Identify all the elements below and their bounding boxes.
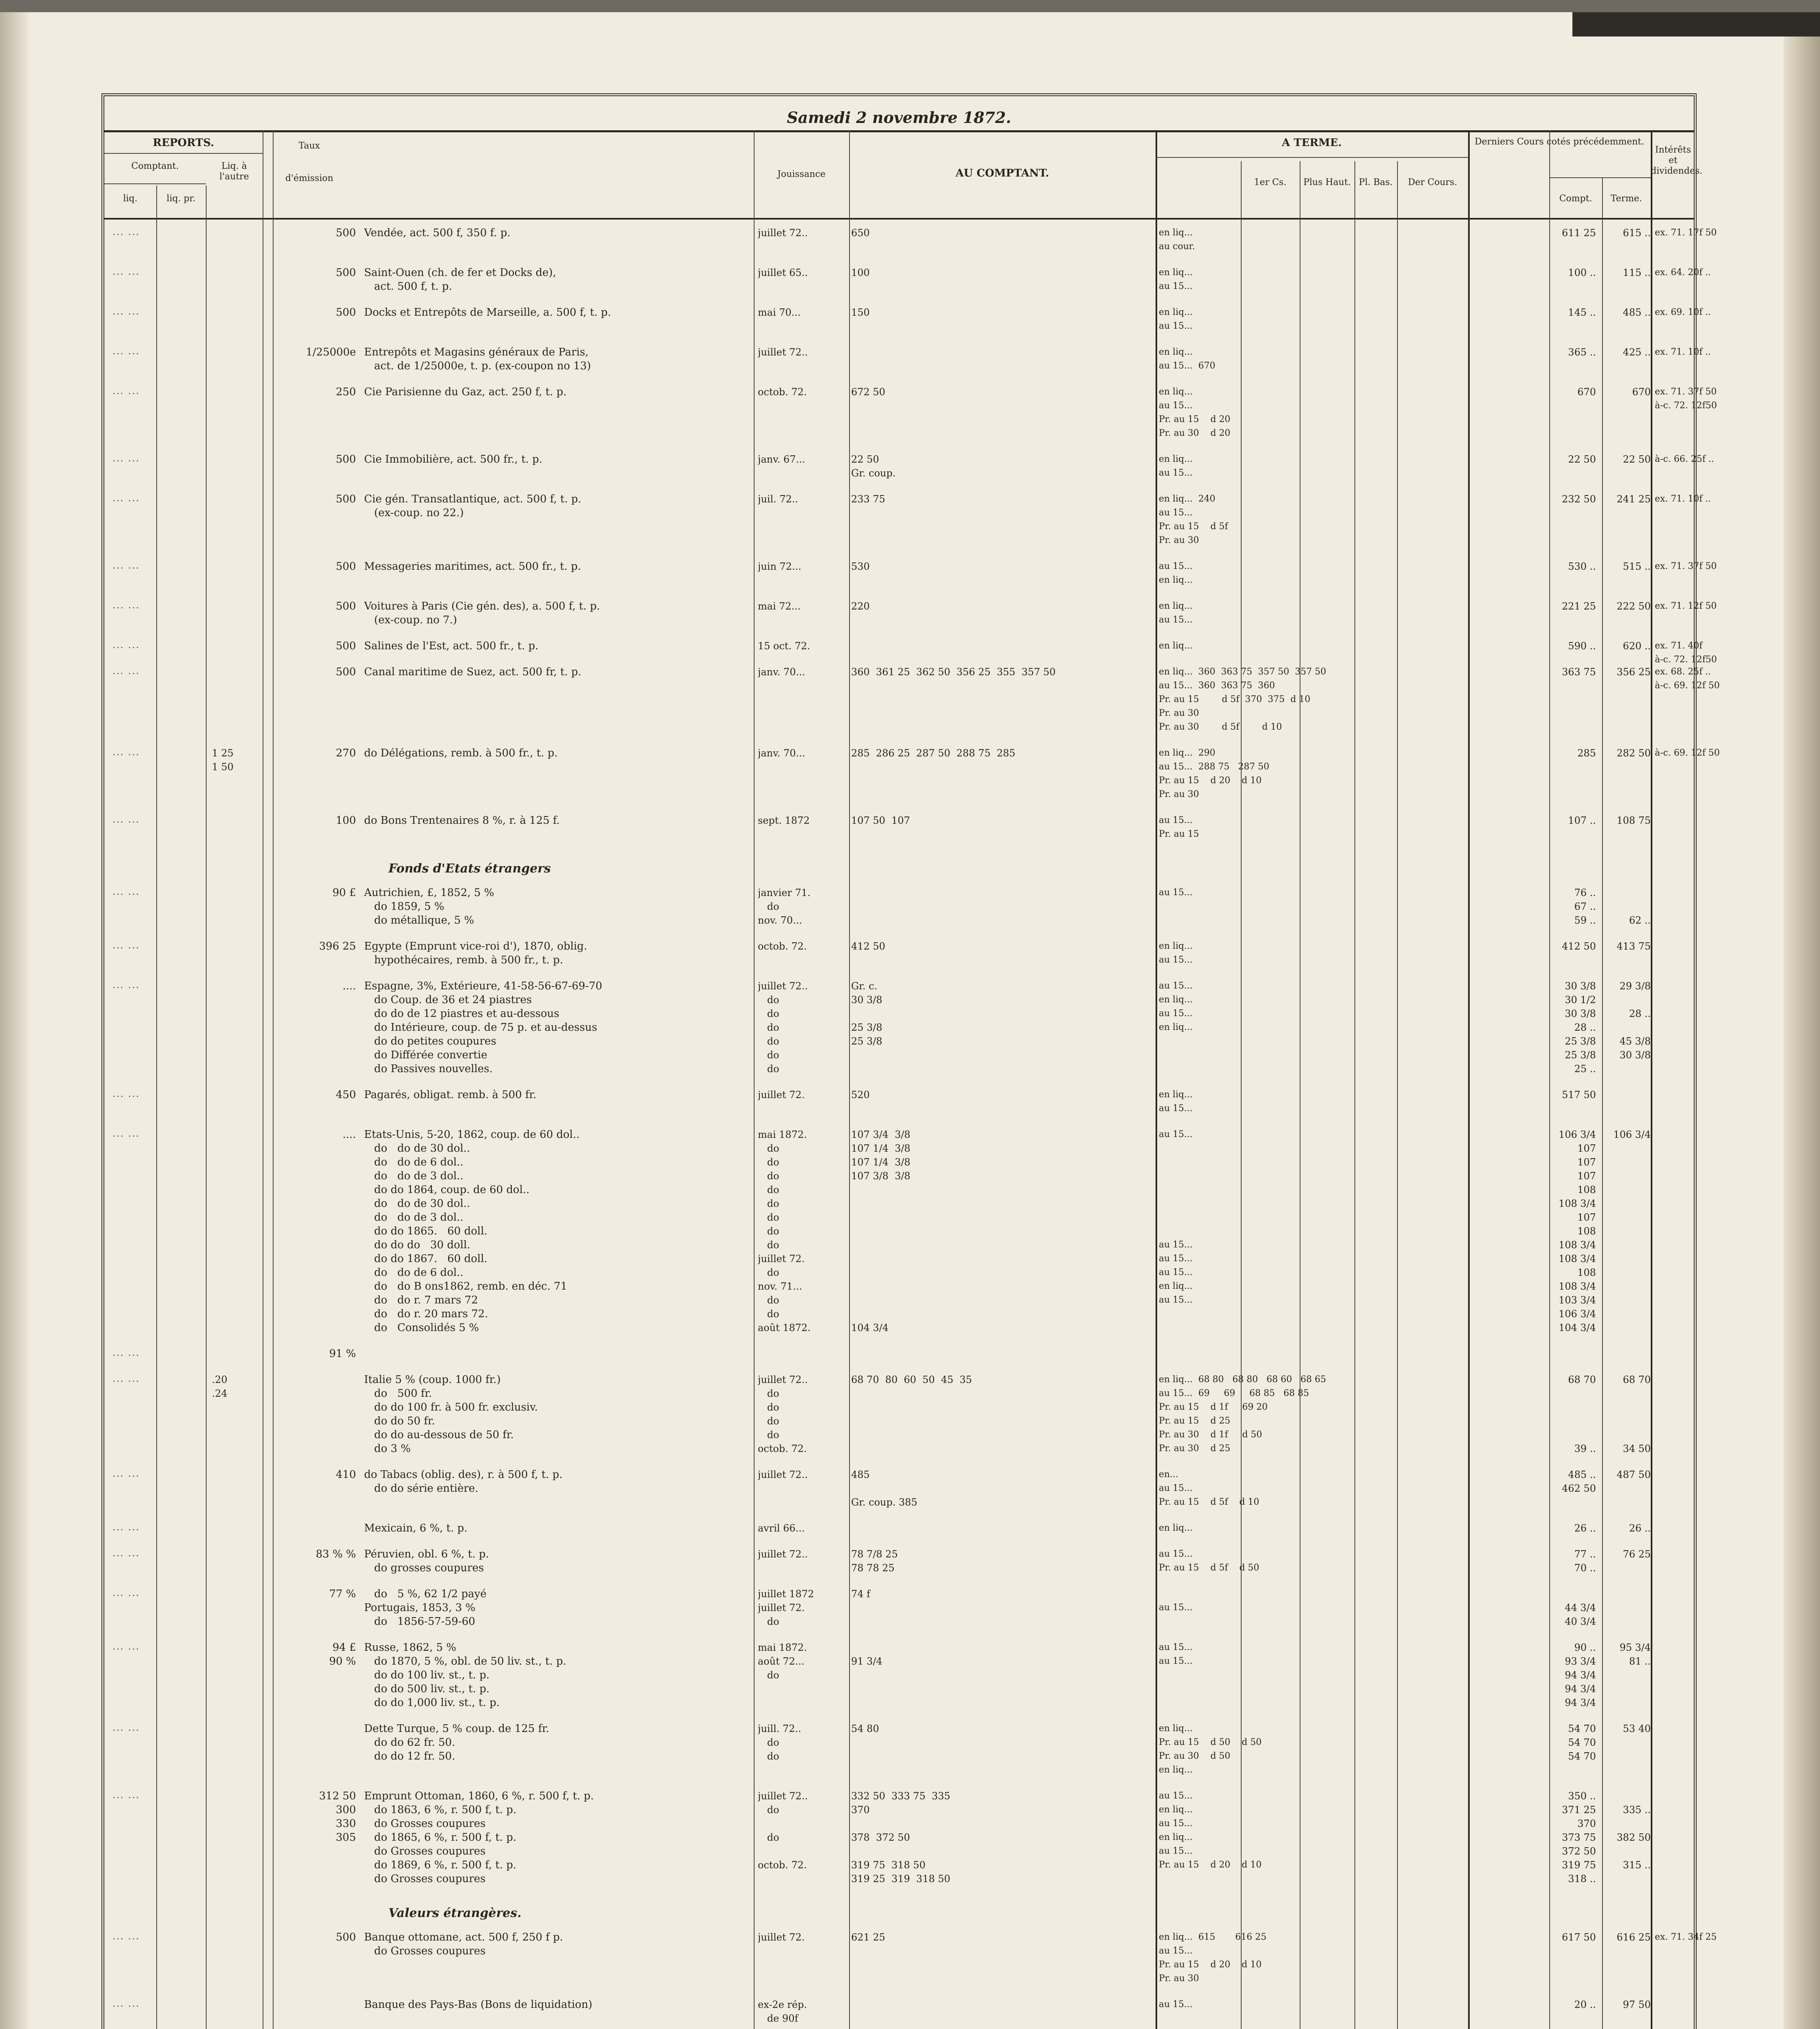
cell-dernier-terme: 115 .. bbox=[1623, 267, 1651, 278]
cell-dernier-terme: 282 50 bbox=[1617, 747, 1651, 759]
cell-a-terme: en liq... au 15... bbox=[1159, 1090, 1193, 1114]
header-bottom-rule bbox=[104, 218, 1694, 220]
cell-security-name: Canal maritime de Suez, act. 500 fr, t. p. bbox=[364, 666, 582, 678]
cell-taux: .... bbox=[342, 980, 356, 992]
cell-dernier-compt: 221 25 bbox=[1562, 601, 1596, 612]
cell-dernier-terme: 616 25 bbox=[1617, 1932, 1651, 1943]
cell-report-autre: .20 .24 bbox=[212, 1374, 228, 1399]
cell-au-comptant: 100 bbox=[851, 267, 870, 278]
cell-a-terme: au 15... en liq... au 15... en liq... au 15... Pr. au 15 d 20 d 10 bbox=[1159, 1791, 1262, 1870]
cell-interets: ex. 69. 10f .. bbox=[1655, 307, 1711, 317]
cell-interets: à-c. 69. 12f 50 bbox=[1655, 748, 1720, 758]
cell-dernier-terme: 241 25 bbox=[1617, 493, 1651, 505]
report-placeholder: ... ... bbox=[112, 599, 140, 611]
report-placeholder: ... ... bbox=[112, 1468, 140, 1479]
cell-jouissance: mai 72... bbox=[758, 601, 801, 612]
report-placeholder: ... ... bbox=[112, 1789, 140, 1801]
page-binding bbox=[0, 12, 28, 2029]
cell-dernier-compt: 530 .. bbox=[1568, 561, 1596, 572]
cell-interets: ex. 71. 12f 50 bbox=[1655, 601, 1717, 611]
cell-au-comptant: 107 3/4 3/8 107 1/4 3/8 107 1/4 3/8 107 3/8 3/8 104 3/4 bbox=[851, 1129, 910, 1333]
cell-taux: .... bbox=[342, 1129, 356, 1141]
col-rule bbox=[206, 185, 207, 2029]
cell-a-terme: au 15... Pr. au 15 bbox=[1159, 815, 1199, 839]
cell-security-name: Russe, 1862, 5 % do 1870, 5 %, obl. de 50 liv. st., t. p. do do 100 liv. st., t. p. do do 500 liv. st., t. p. do do 1,000 liv. st., t. p. bbox=[364, 1641, 567, 1709]
cell-au-comptant: 650 bbox=[851, 227, 870, 239]
cell-taux: 410 bbox=[336, 1469, 356, 1481]
cell-jouissance: juill. 72.. do do bbox=[758, 1723, 801, 1762]
cell-taux: 83 % % bbox=[315, 1548, 356, 1560]
header-rule bbox=[1156, 157, 1468, 158]
cell-dernier-terme: 95 3/4 81 .. bbox=[1619, 1642, 1651, 1667]
cell-interets: ex. 71. 40f à-c. 72. 12f50 bbox=[1655, 641, 1717, 665]
report-placeholder: ... ... bbox=[112, 939, 140, 951]
report-placeholder: ... ... bbox=[112, 886, 140, 897]
cell-dernier-compt: 670 bbox=[1577, 386, 1596, 398]
cell-au-comptant: 520 bbox=[851, 1089, 870, 1101]
cell-a-terme: au 15... au 15... au 15... au 15... en liq... au 15... bbox=[1159, 1129, 1193, 1305]
cell-taux: 500 bbox=[336, 493, 356, 505]
cell-jouissance: ex-2e rép. de 90f bbox=[758, 1999, 807, 2024]
cell-jouissance: juillet 72.. bbox=[758, 1469, 808, 1480]
cell-a-terme: en liq... au cour. bbox=[1159, 228, 1195, 252]
cell-a-terme: en liq... 615 616 25 au 15... Pr. au 15 d 20 d 10 Pr. au 30 bbox=[1159, 1932, 1267, 1984]
cell-a-terme: au 15... bbox=[1159, 1999, 1193, 2010]
header-dernier-cours: Der Cours. bbox=[1408, 177, 1458, 187]
report-placeholder: ... ... bbox=[112, 226, 140, 237]
cell-jouissance: mai 1872. août 72... do bbox=[758, 1642, 807, 1681]
report-placeholder: ... ... bbox=[112, 345, 140, 357]
cell-interets: ex. 71. 37f 50 bbox=[1655, 561, 1717, 571]
section-title: Fonds d'Etats étrangers bbox=[388, 862, 551, 876]
cell-interets: ex. 71. 17f 50 bbox=[1655, 228, 1717, 238]
cell-security-name: Banque des Pays-Bas (Bons de liquidation) bbox=[364, 1999, 593, 2011]
cell-dernier-compt: 20 .. bbox=[1574, 1999, 1596, 2010]
report-placeholder: ... ... bbox=[112, 1547, 140, 1559]
cell-taux: 90 £ bbox=[332, 887, 356, 899]
cell-interets: ex. 71. 37f 50 à-c. 72. 12f50 bbox=[1655, 387, 1717, 411]
cell-a-terme: en liq... bbox=[1159, 1523, 1193, 1533]
cell-report-autre: 1 25 1 50 bbox=[212, 747, 234, 773]
cell-au-comptant: 54 80 bbox=[851, 1723, 879, 1734]
cell-dernier-compt: 30 3/8 30 1/2 30 3/8 28 .. 25 3/8 25 3/8 25 .. bbox=[1565, 980, 1596, 1075]
cell-security-name: Messageries maritimes, act. 500 fr., t. p. bbox=[364, 560, 581, 573]
report-placeholder: ... ... bbox=[112, 746, 140, 758]
header-terme: Terme. bbox=[1611, 194, 1642, 204]
cell-dernier-terme: 97 50 bbox=[1623, 1999, 1651, 2010]
cell-dernier-compt: 145 .. bbox=[1568, 307, 1596, 318]
cell-au-comptant: Gr. c. 30 3/8 25 3/8 25 3/8 bbox=[851, 980, 882, 1047]
report-placeholder: ... ... bbox=[112, 1722, 140, 1733]
background-corner bbox=[1572, 12, 1820, 37]
header-rule bbox=[104, 183, 206, 184]
cell-interets: ex. 71. 34f 25 bbox=[1655, 1932, 1717, 1942]
cell-dernier-compt: 365 .. bbox=[1568, 347, 1596, 358]
cell-dernier-terme: 222 50 bbox=[1617, 601, 1651, 612]
cell-taux: 500 bbox=[336, 560, 356, 573]
col-rule bbox=[156, 185, 157, 2029]
cell-dernier-compt: 517 50 bbox=[1562, 1089, 1596, 1101]
cell-dernier-compt: 590 .. bbox=[1568, 640, 1596, 652]
cell-security-name: Péruvien, obl. 6 %, t. p. do grosses coupures bbox=[364, 1548, 489, 1574]
cell-security-name: Salines de l'Est, act. 500 fr., t. p. bbox=[364, 640, 539, 652]
cell-dernier-terme: 22 50 bbox=[1623, 454, 1651, 465]
cell-security-name: Cie gén. Transatlantique, act. 500 f, t. p. (ex-coup. no 22.) bbox=[364, 493, 582, 519]
cell-dernier-terme: 425 .. bbox=[1623, 347, 1651, 358]
cell-jouissance: juil. 72.. bbox=[758, 493, 798, 505]
cell-jouissance: janvier 71. do nov. 70... bbox=[758, 887, 811, 926]
cell-dernier-compt: 106 3/4 107 107 107 108 108 3/4 107 108 108 3/4 108 3/4 108 108 3/4 103 3/4 106 3/4 104 3/4 bbox=[1558, 1129, 1596, 1333]
cell-au-comptant: 621 25 bbox=[851, 1932, 885, 1943]
cell-jouissance: juillet 72. bbox=[758, 1932, 805, 1943]
col-rule bbox=[273, 130, 274, 2029]
cell-taux: 1/25000e bbox=[306, 346, 356, 358]
cell-dernier-compt: 485 .. 462 50 bbox=[1562, 1469, 1596, 1494]
cell-taux: 270 bbox=[336, 747, 356, 759]
cell-jouissance: octob. 72. bbox=[758, 386, 807, 398]
cell-jouissance: juin 72... bbox=[758, 561, 802, 572]
header-interets: Intérêts et dividendes. bbox=[1651, 145, 1703, 176]
header-comptant: Comptant. bbox=[131, 161, 179, 171]
report-placeholder: ... ... bbox=[112, 639, 140, 650]
cell-dernier-terme: 620 .. bbox=[1623, 640, 1651, 652]
cell-dernier-terme: 615 .. bbox=[1623, 227, 1651, 239]
cell-jouissance: janv. 67... bbox=[758, 454, 805, 465]
col-rule bbox=[849, 130, 850, 2029]
cell-a-terme: en liq... au 15... bbox=[1159, 941, 1193, 965]
cell-interets: ex. 68. 25f .. à-c. 69. 12f 50 bbox=[1655, 667, 1720, 691]
col-rule bbox=[1156, 130, 1157, 2029]
cell-security-name: Banque ottomane, act. 500 f, 250 f p. do Grosses coupures bbox=[364, 1931, 563, 1957]
cell-security-name: Docks et Entrepôts de Marseille, a. 500 f, t. p. bbox=[364, 306, 611, 319]
cell-dernier-terme: 515 .. bbox=[1623, 561, 1651, 572]
cell-dernier-compt: 611 25 bbox=[1562, 227, 1596, 239]
cell-dernier-compt: 285 bbox=[1577, 747, 1596, 759]
cell-security-name: Emprunt Ottoman, 1860, 6 %, r. 500 f, t. p. do 1863, 6 %, r. 500 f, t. p. do Grosses coupures do 1865, 6 %, r. 500 f, t. p. do Grosses coupures do 1869, 6 %, r. 500 f, t. p. do Grosses coupures bbox=[364, 1790, 594, 1885]
cell-jouissance: juillet 72.. bbox=[758, 1549, 808, 1560]
cell-dernier-terme: 485 .. bbox=[1623, 307, 1651, 318]
cell-jouissance: avril 66... bbox=[758, 1523, 805, 1534]
report-placeholder: ... ... bbox=[112, 452, 140, 464]
cell-dernier-compt: 76 .. 67 .. 59 .. bbox=[1574, 887, 1596, 926]
cell-dernier-compt: 77 .. 70 .. bbox=[1574, 1549, 1596, 1574]
header-plus-bas: Pl. Bas. bbox=[1359, 177, 1393, 187]
cell-security-name: Egypte (Emprunt vice-roi d'), 1870, oblig. hypothécaires, remb. à 500 fr., t. p. bbox=[364, 940, 587, 966]
report-placeholder: ... ... bbox=[112, 266, 140, 277]
header-emission: d'émission bbox=[285, 173, 334, 183]
cell-a-terme: au 15... en liq... au 15... en liq... bbox=[1159, 981, 1193, 1032]
report-placeholder: ... ... bbox=[112, 560, 140, 571]
cell-a-terme: en liq... au 15... bbox=[1159, 454, 1193, 478]
cell-security-name: do Bons Trentenaires 8 %, r. à 125 f. bbox=[364, 814, 560, 827]
cell-a-terme: au 15... Pr. au 15 d 5f d 50 bbox=[1159, 1549, 1259, 1573]
header-liq: liq. bbox=[123, 194, 138, 204]
report-placeholder: ... ... bbox=[112, 1088, 140, 1099]
header-liq-autre: Liq. à l'autre bbox=[219, 161, 249, 182]
cell-dernier-terme: 68 70 34 50 bbox=[1623, 1374, 1651, 1454]
report-placeholder: ... ... bbox=[112, 1347, 140, 1358]
page-title: Samedi 2 novembre 1872. bbox=[787, 108, 1011, 127]
cell-jouissance: 15 oct. 72. bbox=[758, 640, 811, 652]
header-derniers-cours: Derniers Cours cotés précédemment. bbox=[1475, 137, 1644, 147]
cell-au-comptant: 672 50 bbox=[851, 386, 885, 398]
cell-security-name: do Délégations, remb. à 500 fr., t. p. bbox=[364, 747, 558, 759]
header-liq-pr: liq. pr. bbox=[166, 194, 196, 204]
cell-taux: 500 bbox=[336, 666, 356, 678]
cell-taux: 500 bbox=[336, 1931, 356, 1943]
cell-au-comptant: 78 7/8 25 78 78 25 bbox=[851, 1549, 898, 1574]
header-au-comptant: AU COMPTANT. bbox=[955, 167, 1049, 179]
cell-security-name: Italie 5 % (coup. 1000 fr.) do 500 fr. do do 100 fr. à 500 fr. exclusiv. do do 50 fr. do do au-dessous de 50 fr. do 3 % bbox=[364, 1374, 538, 1455]
cell-jouissance: sept. 1872 bbox=[758, 815, 810, 826]
report-placeholder: ... ... bbox=[112, 1930, 140, 1942]
cell-dernier-compt: 412 50 bbox=[1562, 941, 1596, 952]
cell-a-terme: en liq... 290 au 15... 288 75 287 50 Pr. au 15 d 20 d 10 Pr. au 30 bbox=[1159, 748, 1270, 799]
header-plus-haut: Plus Haut. bbox=[1303, 177, 1351, 187]
cell-dernier-terme: 413 75 bbox=[1617, 941, 1651, 952]
cell-dernier-compt: 617 50 bbox=[1562, 1932, 1596, 1943]
cell-dernier-compt: 68 70 39 .. bbox=[1568, 1374, 1596, 1454]
cell-dernier-compt: 44 3/4 40 3/4 bbox=[1565, 1602, 1596, 1627]
cell-dernier-terme: 108 75 bbox=[1617, 815, 1651, 826]
cell-a-terme: au 15... bbox=[1159, 1603, 1193, 1613]
cell-taux: 396 25 bbox=[319, 940, 356, 952]
cell-dernier-compt: 107 .. bbox=[1568, 815, 1596, 826]
cell-au-comptant: 360 361 25 362 50 356 25 355 357 50 bbox=[851, 666, 1056, 678]
cell-a-terme: en liq... 240 au 15... Pr. au 15 d 5f Pr. au 30 bbox=[1159, 494, 1228, 545]
cell-au-comptant: 150 bbox=[851, 307, 870, 318]
cell-dernier-terme: 62 .. bbox=[1629, 915, 1651, 926]
cell-jouissance: mai 70... bbox=[758, 307, 801, 318]
cell-dernier-compt: 350 .. 371 25 370 373 75 372 50 319 75 318 .. bbox=[1562, 1790, 1596, 1885]
cell-au-comptant: 530 bbox=[851, 561, 870, 572]
col-rule bbox=[754, 130, 755, 2029]
cell-dernier-compt: 22 50 bbox=[1568, 454, 1596, 465]
cell-jouissance: janv. 70... bbox=[758, 666, 805, 678]
report-placeholder: ... ... bbox=[112, 1641, 140, 1652]
page-right-edge bbox=[1783, 12, 1820, 2029]
report-placeholder: ... ... bbox=[112, 665, 140, 676]
cell-dernier-compt: 90 .. 93 3/4 94 3/4 94 3/4 94 3/4 bbox=[1565, 1642, 1596, 1708]
cell-a-terme: en liq... au 15... 670 bbox=[1159, 347, 1216, 371]
cell-security-name: Cie Immobilière, act. 500 fr., t. p. bbox=[364, 453, 543, 465]
header-premier-cours: 1er Cs. bbox=[1254, 177, 1287, 187]
report-placeholder: ... ... bbox=[112, 1373, 140, 1384]
cell-dernier-terme: 487 50 bbox=[1617, 1469, 1651, 1480]
cell-interets: ex. 71. 10f .. bbox=[1655, 494, 1711, 504]
cell-interets: ex. 64. 20f .. bbox=[1655, 267, 1711, 278]
cell-jouissance: juillet 72.. do do octob. 72. bbox=[758, 1790, 808, 1871]
cell-dernier-terme: 670 bbox=[1632, 386, 1651, 398]
report-placeholder: ... ... bbox=[112, 306, 140, 317]
cell-interets: ex. 71. 10f .. bbox=[1655, 347, 1711, 357]
cell-au-comptant: 412 50 bbox=[851, 941, 885, 952]
cell-security-name: Vendée, act. 500 f, 350 f. p. bbox=[364, 227, 511, 239]
header-reports: REPORTS. bbox=[153, 137, 214, 149]
cell-dernier-terme: 26 .. bbox=[1629, 1523, 1651, 1534]
cell-a-terme: en liq... bbox=[1159, 641, 1193, 651]
cell-security-name: Espagne, 3%, Extérieure, 41-58-56-67-69-70 do Coup. de 36 et 24 piastres do do de 12 piastres et au-dessous do Intérieure, coup. de 75 p. et au-dessus do do petites coupures do Différée convertie do Passives nouvelles. bbox=[364, 980, 602, 1075]
report-placeholder: ... ... bbox=[112, 979, 140, 991]
newspaper-page bbox=[0, 12, 1820, 2029]
cell-taux: 77 % bbox=[329, 1588, 356, 1600]
cell-a-terme: en liq... au 15... bbox=[1159, 267, 1193, 291]
cell-a-terme: en liq... Pr. au 15 d 50 d 50 Pr. au 30 d 50 en liq... bbox=[1159, 1723, 1262, 1775]
cell-au-comptant: 74 f bbox=[851, 1588, 871, 1600]
cell-a-terme: en liq... au 15... bbox=[1159, 307, 1193, 331]
cell-dernier-compt: 26 .. bbox=[1574, 1523, 1596, 1534]
cell-jouissance: juillet 72.. do do do do do do bbox=[758, 980, 808, 1075]
cell-dernier-compt: 100 .. bbox=[1568, 267, 1596, 278]
cell-au-comptant: 107 50 107 bbox=[851, 815, 910, 826]
header-top-rule bbox=[104, 130, 1694, 132]
cell-taux: 91 % bbox=[329, 1348, 356, 1360]
cell-taux: 500 bbox=[336, 640, 356, 652]
stock-quotation-table bbox=[101, 93, 1720, 2029]
cell-dernier-terme: 335 .. 382 50 315 .. bbox=[1617, 1804, 1651, 1871]
cell-security-name: Autrichien, £, 1852, 5 % do 1859, 5 % do métallique, 5 % bbox=[364, 887, 494, 926]
report-placeholder: ... ... bbox=[112, 1998, 140, 2009]
report-placeholder: ... ... bbox=[112, 385, 140, 396]
cell-jouissance: juillet 72.. bbox=[758, 227, 808, 239]
cell-au-comptant: 233 75 bbox=[851, 493, 885, 505]
cell-a-terme: en... au 15... Pr. au 15 d 5f d 10 bbox=[1159, 1469, 1259, 1507]
cell-security-name: do Tabacs (oblig. des), r. à 500 f, t. p. do do série entière. bbox=[364, 1469, 563, 1495]
cell-dernier-compt: 232 50 bbox=[1562, 493, 1596, 505]
cell-jouissance: mai 1872. do do do do do do do do juillet 72. do nov. 71... do do août 1872. bbox=[758, 1129, 811, 1333]
report-placeholder: ... ... bbox=[112, 1128, 140, 1139]
cell-au-comptant: 22 50 Gr. coup. bbox=[851, 454, 896, 479]
cell-a-terme: en liq... au 15... Pr. au 15 d 20 Pr. au 30 d 20 bbox=[1159, 387, 1231, 438]
cell-a-terme: en liq... 360 363 75 357 50 357 50 au 15... 360 363 75 360 Pr. au 15 d 5f 370 375 d 10 Pr. au 30 Pr. au 30 d 5f d 10 bbox=[1159, 667, 1326, 732]
report-placeholder: ... ... bbox=[112, 814, 140, 825]
cell-a-terme: en liq... 68 80 68 80 68 60 68 65 au 15... 69 69 68 85 68 85 Pr. au 15 d 1f 69 20 Pr. au 15 d 25 Pr. au 30 d 1f d 50 Pr. au 30 d 25 bbox=[1159, 1374, 1326, 1454]
cell-au-comptant: 68 70 80 60 50 45 35 bbox=[851, 1374, 972, 1385]
cell-dernier-terme: 29 3/8 28 .. 45 3/8 30 3/8 bbox=[1619, 980, 1651, 1061]
cell-security-name: Saint-Ouen (ch. de fer et Docks de), act. 500 f, t. p. bbox=[364, 267, 556, 293]
cell-dernier-compt: 363 75 bbox=[1562, 666, 1596, 678]
header-jouissance: Jouissance bbox=[777, 169, 826, 179]
header-compt: Compt. bbox=[1559, 194, 1592, 204]
cell-jouissance: juillet 72.. do do do do octob. 72. bbox=[758, 1374, 808, 1454]
cell-security-name: Dette Turque, 5 % coup. de 125 fr. do do 62 fr. 50. do do 12 fr. 50. bbox=[364, 1723, 550, 1762]
cell-jouissance: octob. 72. bbox=[758, 941, 807, 952]
cell-taux: 94 £ 90 % bbox=[329, 1641, 356, 1667]
cell-taux: 450 bbox=[336, 1089, 356, 1101]
cell-dernier-terme: 76 25 bbox=[1623, 1549, 1651, 1560]
cell-au-comptant: 285 286 25 287 50 288 75 285 bbox=[851, 747, 1016, 759]
cell-a-terme: en liq... au 15... bbox=[1159, 601, 1193, 625]
cell-taux: 312 50 300 330 305 bbox=[319, 1790, 356, 1844]
cell-security-name: Pagarés, obligat. remb. à 500 fr. bbox=[364, 1089, 537, 1101]
cell-security-name: do 5 %, 62 1/2 payé Portugais, 1853, 3 % do 1856-57-59-60 bbox=[364, 1588, 487, 1628]
report-placeholder: ... ... bbox=[112, 1587, 140, 1598]
cell-dernier-terme: 356 25 bbox=[1617, 666, 1651, 678]
cell-taux: 100 bbox=[336, 814, 356, 827]
cell-jouissance: juillet 72. bbox=[758, 1089, 805, 1101]
cell-jouissance: juillet 65.. bbox=[758, 267, 808, 278]
cell-security-name: Mexicain, 6 %, t. p. bbox=[364, 1522, 468, 1534]
header-taux: Taux bbox=[298, 141, 320, 151]
header-a-terme: A TERME. bbox=[1282, 137, 1342, 149]
cell-taux: 500 bbox=[336, 306, 356, 319]
cell-taux: 500 bbox=[336, 267, 356, 279]
cell-security-name: Voitures à Paris (Cie gén. des), a. 500 f, t. p. (ex-coup. no 7.) bbox=[364, 600, 600, 626]
cell-au-comptant: 220 bbox=[851, 601, 870, 612]
header-rule bbox=[104, 153, 263, 154]
cell-au-comptant: 332 50 333 75 335 370 378 372 50 319 75 318 50 319 25 319 318 50 bbox=[851, 1790, 951, 1885]
cell-jouissance: janv. 70... bbox=[758, 747, 805, 759]
cell-security-name: Cie Parisienne du Gaz, act. 250 f, t. p. bbox=[364, 386, 567, 398]
cell-taux: 500 bbox=[336, 600, 356, 612]
cell-taux: 250 bbox=[336, 386, 356, 398]
cell-dernier-terme: 106 3/4 bbox=[1613, 1129, 1651, 1140]
cell-a-terme: au 15... bbox=[1159, 887, 1193, 898]
cell-interets: à-c. 66. 25f .. bbox=[1655, 454, 1714, 464]
cell-taux: 500 bbox=[336, 453, 356, 465]
cell-au-comptant: 91 3/4 bbox=[851, 1656, 882, 1667]
cell-jouissance: juillet 72.. bbox=[758, 347, 808, 358]
cell-au-comptant: 485 Gr. coup. 385 bbox=[851, 1469, 918, 1508]
cell-dernier-compt: 54 70 54 70 54 70 bbox=[1568, 1723, 1596, 1762]
report-placeholder: ... ... bbox=[112, 492, 140, 504]
cell-a-terme: au 15... en liq... bbox=[1159, 561, 1193, 585]
header-rule bbox=[1549, 177, 1651, 178]
cell-security-name: Etats-Unis, 5-20, 1862, coup. de 60 dol.. do do de 30 dol.. do do de 6 dol.. do do de 3 dol.. do do 1864, coup. de 60 dol.. do do de 30 dol.. do do de 3 dol.. do do 1865. 60 doll. do do do 30 doll. do do 1867. 60 doll. do do de 6 dol.. do do B ons1862, remb. en déc. 71 do do r. 7 mars 72 do do r. 20 mars 72. do Consolidés 5 % bbox=[364, 1129, 580, 1334]
cell-security-name: Entrepôts et Magasins généraux de Paris, act. de 1/25000e, t. p. (ex-coupon no 13) bbox=[364, 346, 591, 372]
section-title: Valeurs étrangères. bbox=[388, 1906, 522, 1920]
cell-jouissance: juillet 1872 juillet 72. do bbox=[758, 1588, 814, 1627]
report-placeholder: ... ... bbox=[112, 1521, 140, 1533]
col-rule bbox=[1651, 130, 1652, 2029]
cell-taux: 500 bbox=[336, 227, 356, 239]
cell-dernier-terme: 53 40 bbox=[1623, 1723, 1651, 1734]
cell-a-terme: au 15... au 15... bbox=[1159, 1642, 1193, 1666]
